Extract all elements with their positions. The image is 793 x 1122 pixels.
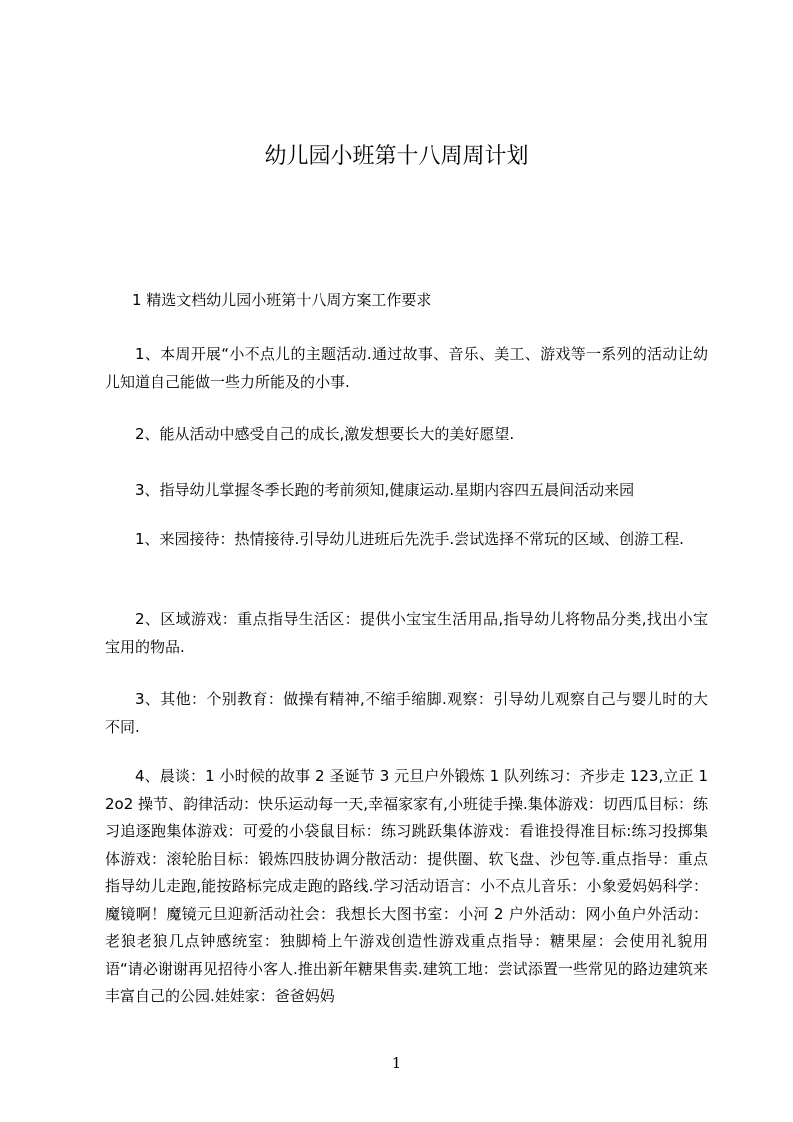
paragraph: 1、来园接待：热情接待.引导幼儿进班后先洗手.尝试选择不常玩的区域、创游工程.	[135, 530, 684, 548]
paragraph: 1、本周开展“小不点儿的主题活动.通过故事、音乐、美工、游戏等一系列的活动让幼儿知道自己能做一些力所能及的小事.	[105, 345, 708, 391]
section-heading: 1 精选文档幼儿园小班第十八周方案工作要求	[132, 291, 432, 309]
paragraph: 2、区域游戏：重点指导生活区：提供小宝宝生活用品,指导幼儿将物品分类,找出小宝宝用的物品.	[105, 610, 708, 656]
paragraph: 4、晨谈：1 小时候的故事 2 圣诞节 3 元旦户外锻炼 1 队列练习：齐步走 123,立正 12o2 操节、韵律活动：快乐运动每一天,幸福家家有,小班徒手操.集体游戏：切西瓜目标：练习追逐跑集体游戏：可爱的小袋鼠目标：练习跳跃集体游戏：看谁投得准目标:练习投掷集体游戏：滚轮胎目标：锻炼四肢协调分散活动：提供圈、软飞盘、沙包等.重点指导：重点指导幼儿走跑,能按路标完成走跑的路线.学习活动语言：小不点儿音乐：小象爱妈妈科学：魔镜啊！魔镜元旦迎新活动社会：我想长大图书室：小河 2 户外活动：网小鱼户外活动：老狼老狼几点钟感统室：独脚椅上午游戏创造性游戏重点指导：糖果屋：会使用礼貌用语“请必谢谢再见招待小客人.推出新年糖果售卖.建筑工地：尝试添置一些常见的路边建筑来丰富自己的公园.娃娃家：爸爸妈妈	[105, 767, 708, 1005]
document-title: 幼儿园小班第十八周周计划	[264, 144, 529, 169]
page-number: 1	[391, 1054, 402, 1072]
paragraph: 3、其他：个别教育：做操有精神,不缩手缩脚.观察：引导幼儿观察自己与婴儿时的大不同.	[105, 690, 708, 736]
paragraph: 3、指导幼儿掌握冬季长跑的考前须知,健康运动.星期内容四五晨间活动来园	[135, 481, 635, 499]
paragraph: 2、能从活动中感受自己的成长,激发想要长大的美好愿望.	[135, 425, 515, 443]
